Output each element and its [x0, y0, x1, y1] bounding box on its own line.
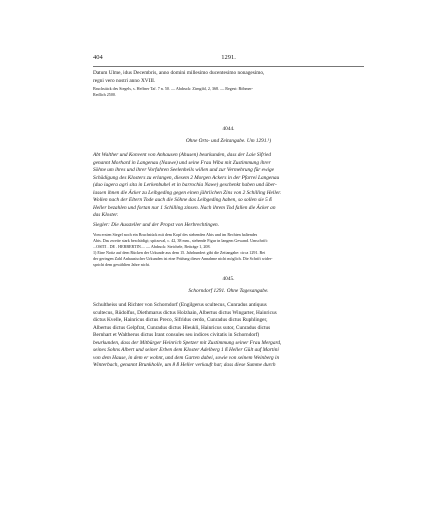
text-line: Albertus dictus Gelpfrat, Cunradus dictus Hleukli, Hainricus sutor, Cunradus dictus [93, 324, 271, 331]
text-line: scultecus, Rüdolfus, Diethmarus dictus Holzhain, Albertus dictus Wingarter, Hainricus [93, 309, 277, 316]
text-line: dictus Kvelle, Hainricus dictus Preco, Sifridus cerdo, Cunradus dictus Ruphlinger, [93, 317, 268, 323]
doc-4044-body [93, 152, 364, 220]
text-line: von dem Hause, in dem er wohnt, und dem Garten dabei, sowie von seinem Weinberg in [93, 354, 280, 361]
running-year: 1291. [221, 54, 236, 61]
text-line: seines Sohns Albert und seiner Erben dem Kloster Adelberg 1 ß Heller Gült auf Martini [93, 347, 279, 353]
text-line: das Kloster. [93, 212, 119, 218]
text-line: Abts. Das zweite stark beschädigt; spitzoval, c. 42, 38 mm., stehende Figur in langem Gewand. Umschrift: [93, 237, 268, 243]
doc-4045-number: 4045. [222, 276, 235, 282]
text-line: Bruchstück des Siegels, s. Heffner Taf. 7 n. 50. — Abdruck: Zirngibl, 2, 368. — Regest: Böhmer- [93, 86, 254, 91]
text-line: Vom ersten Siegel noch ein Bruchstück mit dem Kopf des stehenden Abts und im Rechten haltendes [93, 232, 258, 237]
text-line: spricht dem gewählten Jahre nicht. [93, 261, 150, 267]
text-line: Abt Walther und Konvent von Anhausen (Ahusen) beurkunden, dass der Laie Sifried [93, 152, 272, 158]
text-line: Redlich 2500. [93, 91, 116, 97]
page-header [93, 54, 364, 64]
doc-4044-number: 4044. [222, 126, 235, 132]
doc-4044-siegler [93, 222, 364, 230]
text-line: Bernhart et Waltherus dictus Irant consules seu indices civitatis in Schorndorf) [93, 332, 260, 338]
page-number: 404 [93, 54, 103, 61]
text-line: Winterbach, genannt Brunkholle, um 8 ß Heller verkauft hat; dass diese Summe durch [93, 362, 276, 368]
text-line: Heller bezahlen und fortan nur 1 Schilling zinsen. Nach ihrem Tod fallen die Äcker an [93, 204, 276, 211]
text-line: regni vero nostri anno XVIII. [93, 77, 156, 84]
text-line: Schultheiss und Richter von Schorndorf (Engilgerus scultecus, Cunradus antiquus [93, 302, 267, 308]
text-line: genannt Morhard in Langenau (Nauwe) und seine Frau Wiba mit Zustimmung ihrer [93, 159, 271, 166]
doc-4045-subtitle: Schorndorf 1291. Ohne Tagesangabe. [188, 288, 269, 294]
text-line: Siegler: Die Aussteller und der Propst von Herbrechtingen. [93, 222, 220, 228]
text-line: Wollen nach der Eltern Tode auch die Söhne das Leibgeding haben, so sollen sie 5 ß [93, 197, 272, 203]
text-line: (duo iugera agri sita in Lerkenbuhel et in barrochia Nawe) geschenkt haben und über- [93, 182, 277, 188]
text-line: Söhne um ihres und ihrer Vorfahren Seelenheils willen und zur Vermehrung für ewige [93, 167, 274, 173]
doc-4045-body [93, 302, 364, 370]
header-rule [93, 66, 364, 67]
doc-4044-subtitle: Ohne Orts- und Zeitangabe. Um 1291.¹) [185, 138, 272, 144]
text-line: 1) Eine Notiz auf dem Rücken der Urkunde aus dem 15. Jahrhundert gibt die Zeitangabe: circa 1291. Bei [93, 249, 266, 255]
text-line: ...OSITI . DE . HERBERTIN.... — Abdruck: Steichele, Beiträge 1, 208. [93, 243, 211, 249]
text-line: Schädigung des Klosters zu erlangen, diesem 2 Morgen Ackers in der Pfarrei Langenau [93, 174, 280, 181]
doc-4044-notes [93, 232, 364, 267]
text-line: lassen ihnen die Äcker zu Leibgeding gegen einen jährlichen Zins von 2 Schilling Heller. [93, 189, 282, 196]
text-line: beurkunden, dass der Mitbürger Heinrich Spetzer mit Zustimmung seiner Frau Mergard, [93, 339, 282, 346]
datum-text [93, 70, 364, 85]
text-line: der geringen Zahl Anhausischer Urkunden ist eine Prüfung dieser Annahme nicht möglich. Die Schrift wider- [93, 255, 273, 261]
text-line: Datum Ulme, idus Decembris, anno domini millesimo ducentesimo nonagesimo, [93, 70, 265, 76]
datum-note [93, 86, 364, 98]
